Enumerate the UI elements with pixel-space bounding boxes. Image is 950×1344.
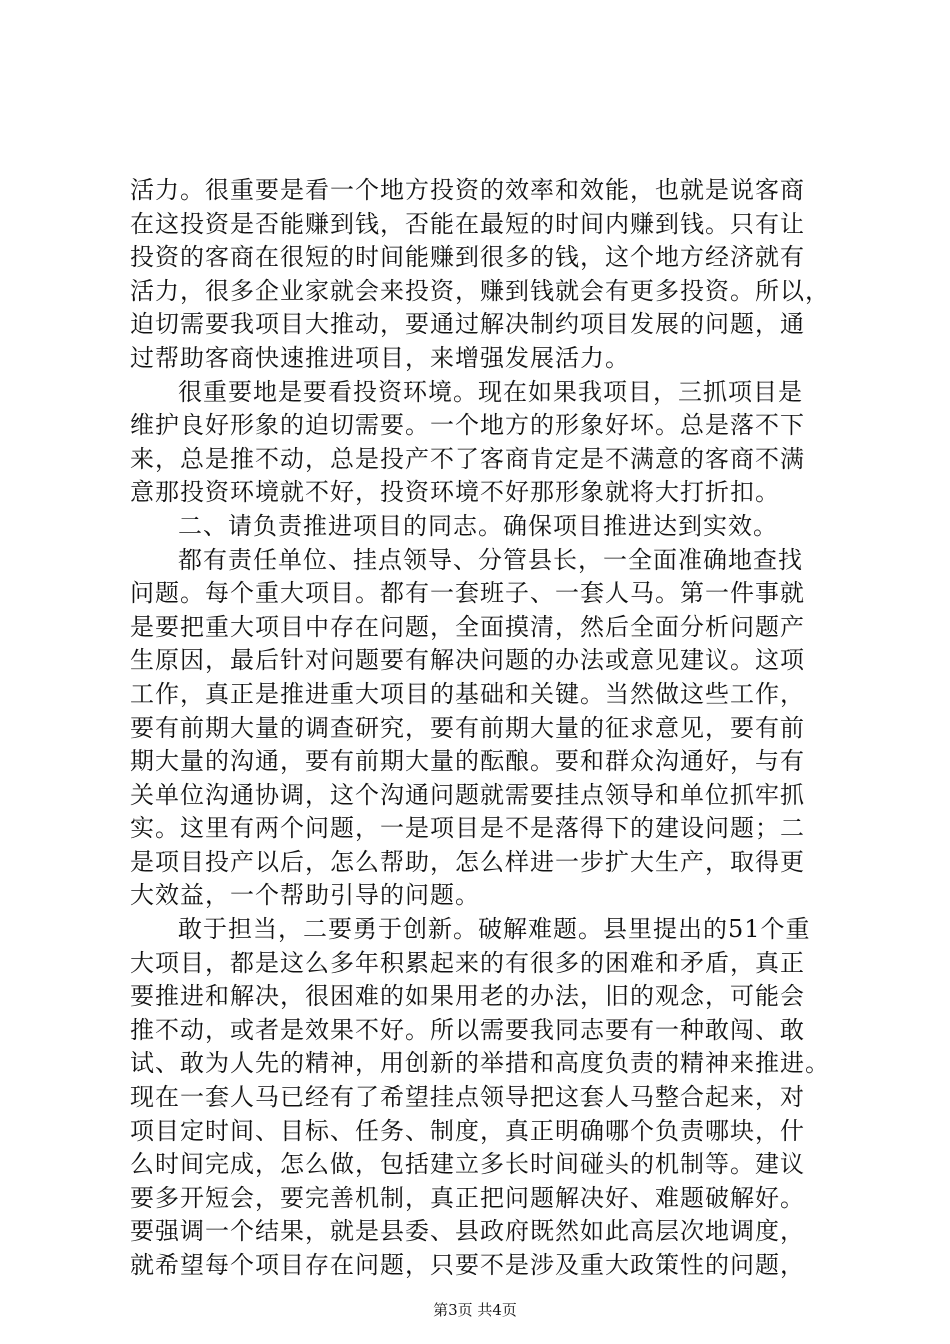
body-line-2: 在这投资是否能赚到钱，否能在最短的时间内赚到钱。只有让	[130, 209, 805, 238]
body-line-5: 迫切需要我项目大推动，要通过解决制约项目发展的问题，通	[130, 310, 805, 339]
body-line-22: 大效益，一个帮助引导的问题。	[130, 881, 480, 910]
body-line-9: 来，总是推不动，总是投产不了客商肯定是不满意的客商不满	[130, 444, 805, 473]
body-line-21: 是项目投产以后，怎么帮助，怎么样进一步扩大生产，取得更	[130, 847, 805, 876]
body-line-29: 项目定时间、目标、任务、制度，真正明确哪个负责哪块，什	[130, 1116, 805, 1145]
body-line-27: 试、敢为人先的精神，用创新的举措和高度负责的精神来推进。	[130, 1049, 830, 1078]
body-line-20: 实。这里有两个问题，一是项目是不是落得下的建设问题；二	[130, 814, 805, 843]
body-line-33: 就希望每个项目存在问题，只要不是涉及重大政策性的问题，	[130, 1251, 805, 1279]
body-line-12: 都有责任单位、挂点领导、分管县长，一全面准确地查找	[178, 545, 803, 574]
body-line-19: 关单位沟通协调，这个沟通问题就需要挂点领导和单位抓牢抓	[130, 780, 805, 809]
body-line-15: 生原因，最后针对问题要有解决问题的办法或意见建议。这项	[130, 646, 805, 675]
body-line-14: 是要把重大项目中存在问题，全面摸清，然后全面分析问题产	[130, 612, 805, 641]
body-line-31: 要多开短会，要完善机制，真正把问题解决好、难题破解好。	[130, 1183, 805, 1212]
body-line-4: 活力，很多企业家就会来投资，赚到钱就会有更多投资。所以，	[130, 276, 830, 305]
body-line-6: 过帮助客商快速推进项目，来增强发展活力。	[130, 343, 630, 372]
body-line-16: 工作，真正是推进重大项目的基础和关键。当然做这些工作，	[130, 679, 805, 708]
body-line-18: 期大量的沟通，要有前期大量的酝酿。要和群众沟通好，与有	[130, 747, 805, 776]
page-number-footer: 第3页 共4页	[433, 1301, 517, 1319]
body-line-10: 意那投资环境就不好，投资环境不好那形象就将大打折扣。	[130, 478, 780, 507]
body-line-8: 维护良好形象的迫切需要。一个地方的形象好坏。总是落不下	[130, 411, 805, 440]
body-line-23: 敢于担当，二要勇于创新。破解难题。县里提出的51个重	[178, 915, 811, 944]
body-line-3: 投资的客商在很短的时间能赚到很多的钱，这个地方经济就有	[130, 243, 805, 272]
body-line-1: 活力。很重要是看一个地方投资的效率和效能，也就是说客商	[130, 176, 805, 204]
body-line-17: 要有前期大量的调查研究，要有前期大量的征求意见，要有前	[130, 713, 805, 742]
body-line-30: 么时间完成，怎么做，包括建立多长时间碰头的机制等。建议	[130, 1150, 805, 1179]
body-line-32: 要强调一个结果，就是县委、县政府既然如此高层次地调度，	[130, 1217, 805, 1246]
body-line-24: 大项目，都是这么多年积累起来的有很多的困难和矛盾，真正	[130, 948, 805, 977]
body-text	[130, 174, 830, 1283]
section-heading: 二、请负责推进项目的同志。确保项目推进达到实效。	[178, 511, 778, 540]
body-line-26: 推不动，或者是效果不好。所以需要我同志要有一种敢闯、敢	[130, 1015, 805, 1044]
body-line-7: 很重要地是要看投资环境。现在如果我项目，三抓项目是	[178, 377, 803, 406]
body-line-25: 要推进和解决，很困难的如果用老的办法，旧的观念，可能会	[130, 982, 805, 1011]
body-line-28: 现在一套人马已经有了希望挂点领导把这套人马整合起来，对	[130, 1083, 805, 1112]
body-line-13: 问题。每个重大项目。都有一套班子、一套人马。第一件事就	[130, 579, 805, 608]
